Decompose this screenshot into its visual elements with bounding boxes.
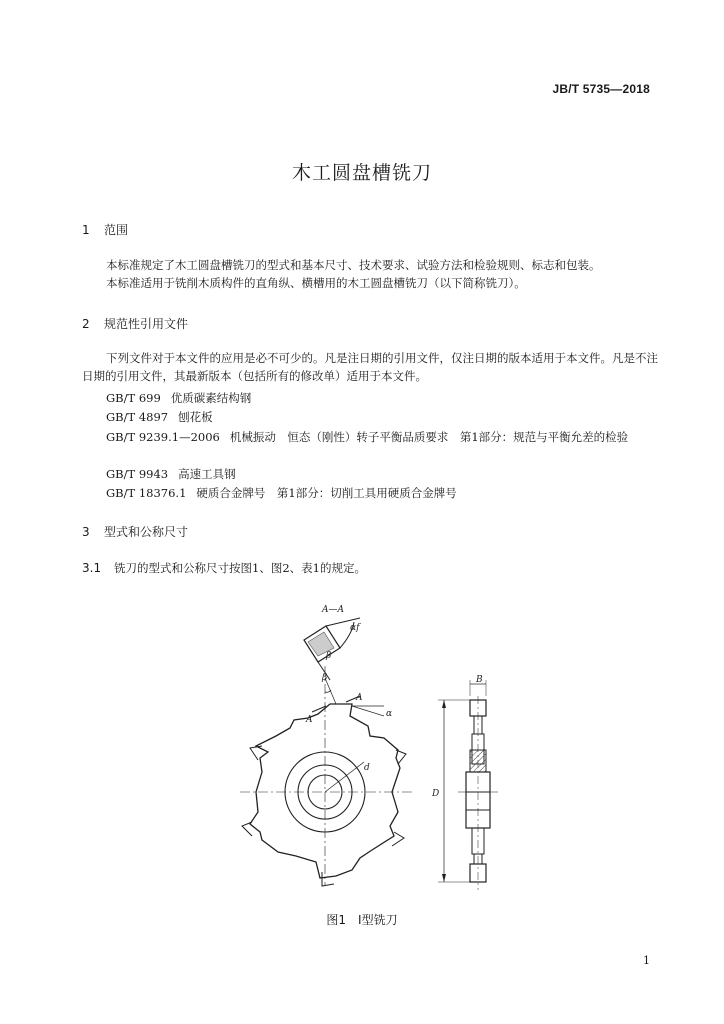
beta-label: β [326, 651, 332, 661]
figure-title: I型铣刀 [358, 913, 398, 927]
reference-code: GB/T 9943 [106, 467, 169, 481]
section-1-heading [82, 221, 128, 238]
alpha-label: α [386, 709, 393, 719]
section-1-paragraph: 本标准适用于铣削木质构件的直角纵、横槽用的木工圆盘槽铣刀（以下简称铣刀）。 [106, 276, 526, 290]
reference-title: 优质碳素结构钢 [170, 391, 252, 405]
standard-number: JB/T 5735—2018 [552, 82, 650, 96]
alpha-f-label: αf [350, 623, 360, 633]
section-number: 1 [82, 223, 90, 237]
reference-code: GB/T 4897 [106, 410, 169, 424]
section-mark-a: A [306, 715, 313, 725]
document-title: 木工圆盘槽铣刀 [291, 162, 432, 184]
figure-1-drawing [0, 600, 724, 900]
reference-title: 刨花板 [178, 410, 213, 424]
reference-code: GB/T 699 [106, 391, 161, 405]
section-mark-a: A [356, 693, 363, 703]
reference-item [82, 428, 662, 446]
reference-item [106, 485, 457, 501]
clause-3-1 [82, 560, 366, 576]
reference-item [106, 409, 213, 425]
section-2-intro: 下列文件对于本文件的应用是必不可少的。凡是注日期的引用文件，仅注日期的版本适用于本文件。凡是不注日期的引用文件，其最新版本（包括所有的修改单）适用于本文件。 [82, 351, 658, 383]
reference-item [106, 466, 236, 482]
clause-text: 铣刀的型式和公称尺寸按图1、图2、表1的规定。 [114, 561, 366, 575]
reference-title: 高速工具钢 [178, 467, 236, 481]
page-number: 1 [643, 954, 650, 967]
section-label: A—A [322, 605, 344, 615]
section-3-heading [82, 523, 188, 540]
reference-code: GB/T 9239.1—2006 [106, 430, 220, 444]
clause-number: 3.1 [82, 561, 102, 575]
reference-item [106, 390, 251, 406]
section-number: 2 [82, 317, 90, 331]
section-title: 范围 [104, 223, 129, 237]
reference-title: 硬质合金牌号 第1部分：切削工具用硬质合金牌号 [196, 486, 457, 500]
figure-caption [0, 911, 724, 928]
section-title: 型式和公称尺寸 [104, 525, 189, 539]
beta-label: β [322, 673, 328, 683]
reference-title: 机械振动 恒态（刚性）转子平衡品质要求 第1部分：规范与平衡允差的检验 [229, 430, 629, 444]
section-number: 3 [82, 525, 90, 539]
section-2-heading [82, 315, 188, 332]
diameter-d-label: D [432, 789, 440, 799]
bore-diameter-label: d [364, 763, 370, 773]
width-b-label: B [476, 675, 483, 685]
figure-number: 图1 [326, 913, 347, 927]
section-title: 规范性引用文件 [104, 317, 189, 331]
section-1-paragraph: 本标准规定了木工圆盘槽铣刀的型式和基本尺寸、技术要求、试验方法和检验规则、标志和包装。 [106, 258, 601, 272]
reference-code: GB/T 18376.1 [106, 486, 187, 500]
